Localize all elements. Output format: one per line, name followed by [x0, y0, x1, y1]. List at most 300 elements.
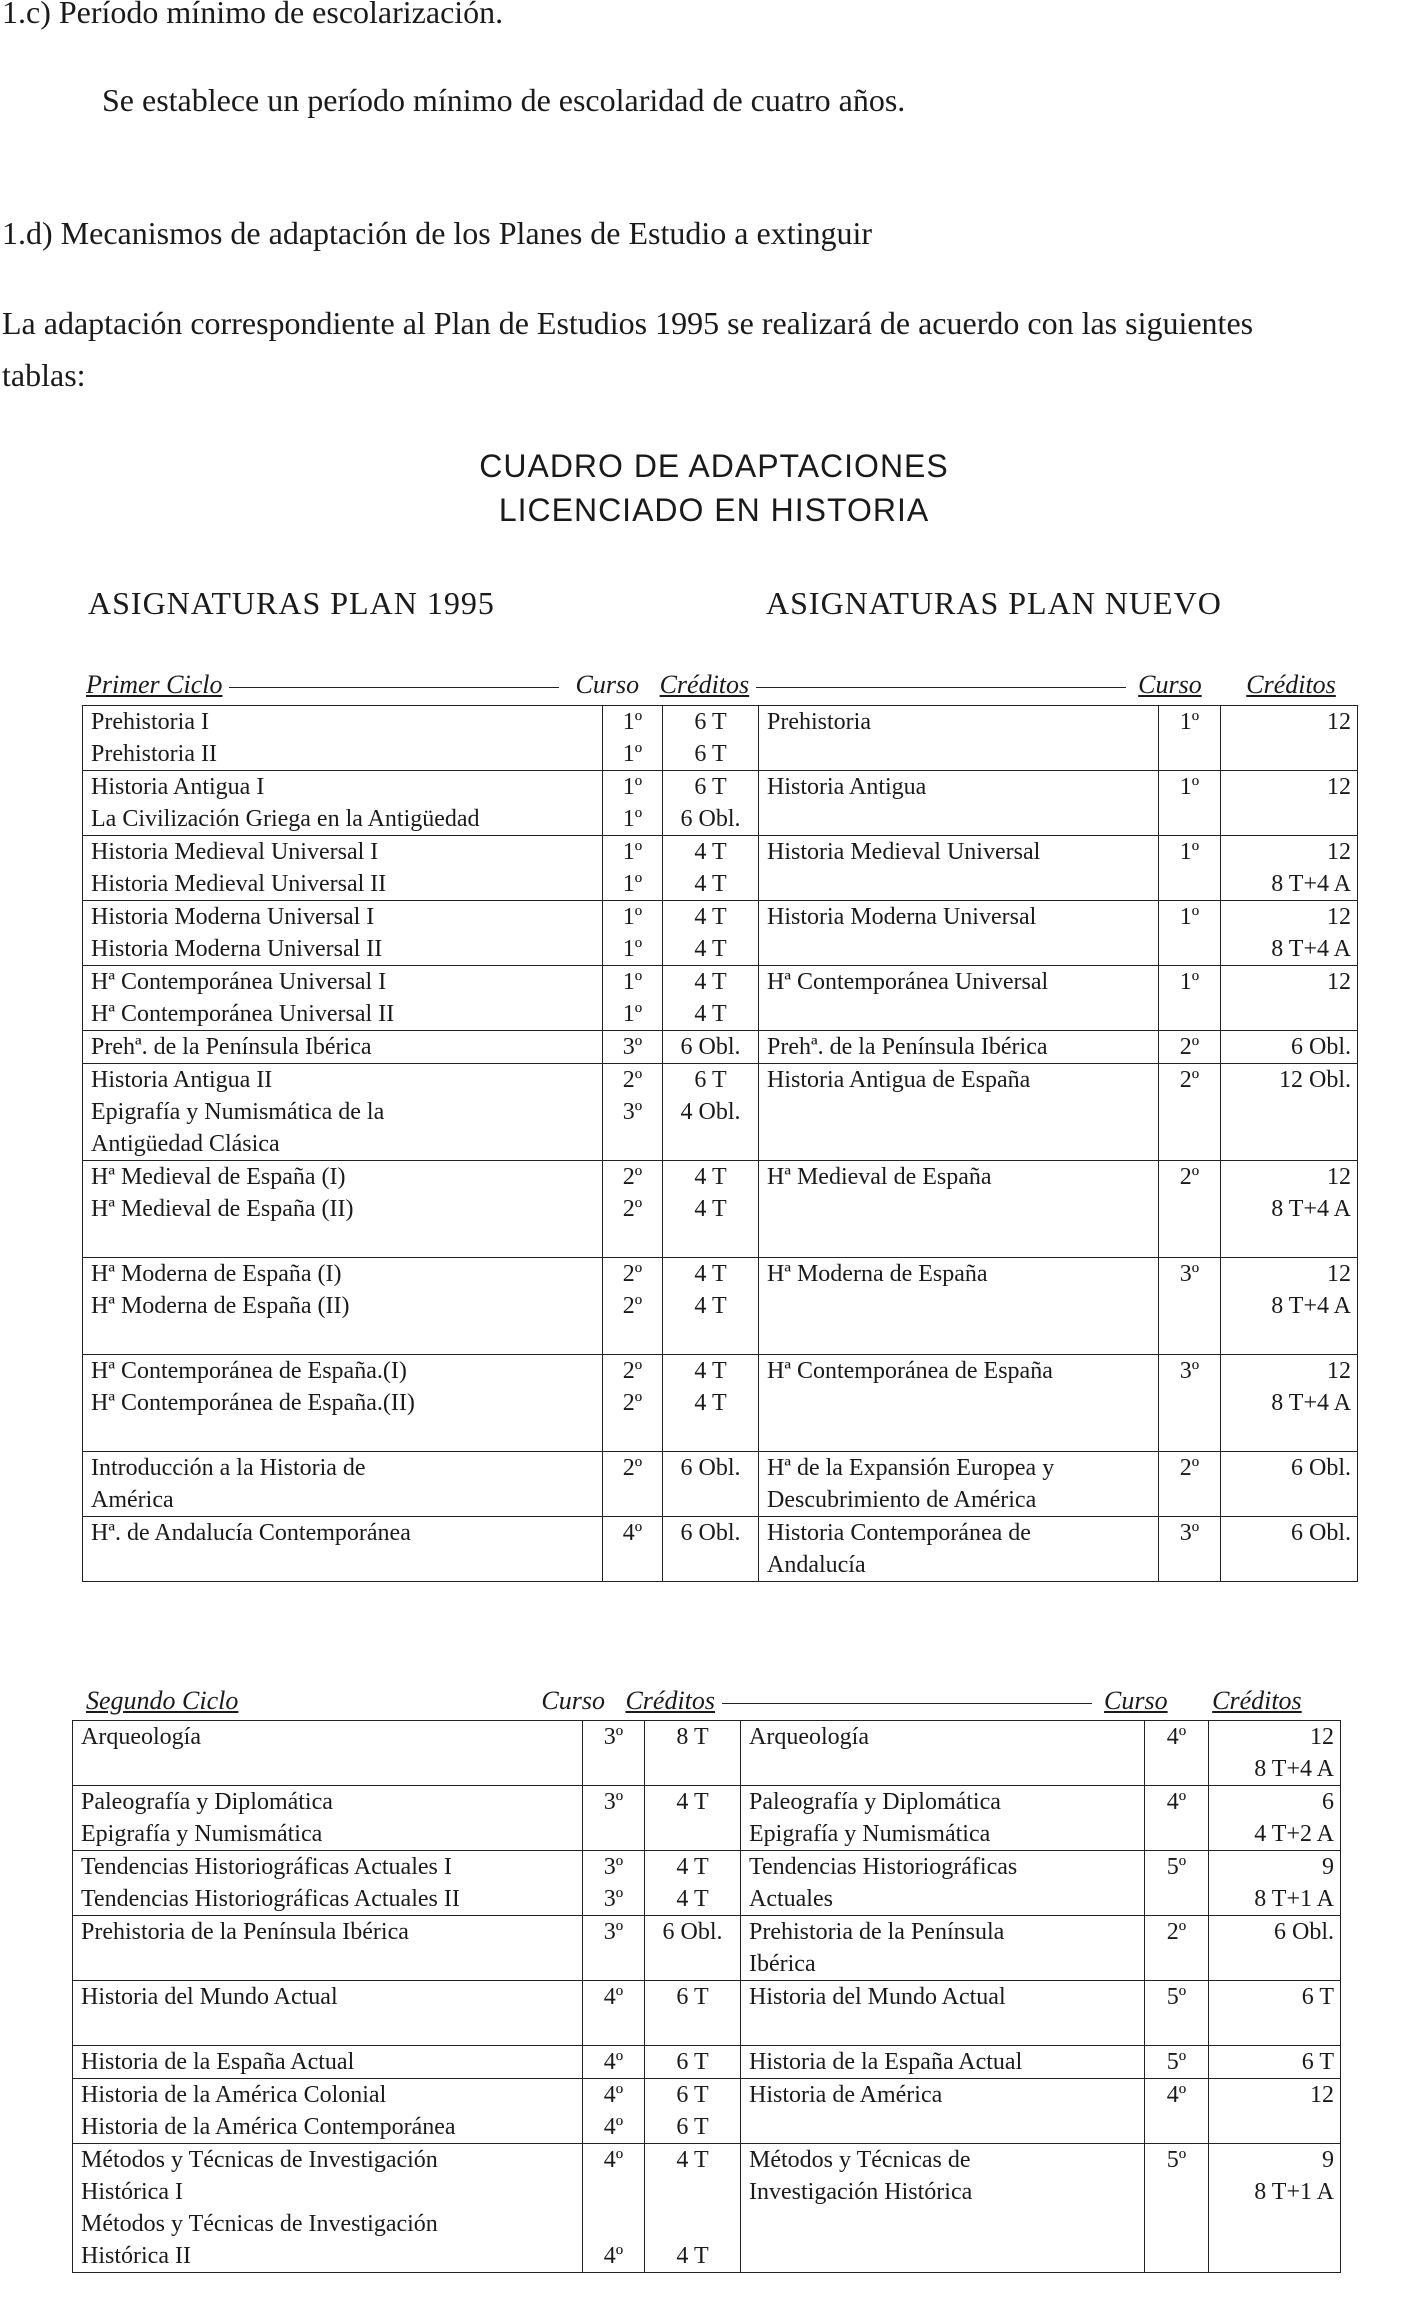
cell-text: Hª Medieval de España (I) [91, 1164, 346, 1190]
cell-text: 4º [603, 2082, 624, 2108]
cell-text: 4 T+2 A [1254, 1821, 1334, 1847]
cell-text: 4º [603, 2114, 624, 2140]
new-creditos-cell [1209, 1916, 1341, 1981]
paragraph-d-line2: tablas: [2, 357, 86, 393]
cell-text: 12 Obl. [1279, 1067, 1351, 1093]
cell-text: 8 T+4 A [1271, 936, 1351, 962]
table1-curso2-header: Curso [1138, 670, 1202, 699]
new-curso-cell [1145, 1981, 1209, 2046]
cell-text [91, 1322, 594, 1354]
cell-text: 12 [1327, 774, 1351, 800]
cell-text: Arqueología [81, 1724, 201, 1750]
cell-text: 4 T [676, 1854, 709, 1880]
table2-header [86, 1686, 1302, 1716]
cell-text: 8 T [676, 1724, 709, 1750]
table-title: CUADRO DE ADAPTACIONES [479, 448, 949, 484]
old-creditos-cell [663, 901, 759, 966]
old-curso-cell [583, 1851, 645, 1916]
cell-text [585, 2176, 642, 2208]
new-subject-cell [741, 1786, 1145, 1851]
table1-section-label: Primer Ciclo [86, 670, 223, 699]
cell-text: 12 [1327, 969, 1351, 995]
cell-text: Descubrimiento de América [767, 1487, 1037, 1513]
old-subject-cell [73, 1981, 583, 2046]
cell-text: 6 T [676, 2082, 709, 2108]
cell-text: Antigüedad Clásica [91, 1131, 280, 1157]
cell-text: 2º [622, 1358, 643, 1384]
new-subject-cell [741, 1721, 1145, 1786]
cell-text: 2º [622, 1261, 643, 1287]
new-subject-cell [759, 1031, 1159, 1064]
cell-text: 12 [1310, 2082, 1334, 2108]
table1-header [86, 670, 1336, 700]
cell-text: 8 T+4 A [1254, 1756, 1334, 1782]
cell-text [81, 2013, 574, 2045]
old-subject-cell [73, 2144, 583, 2273]
cell-text: 9 [1322, 2147, 1334, 2173]
cell-text: 3º [622, 1034, 643, 1060]
new-subject-cell [741, 1916, 1145, 1981]
table-row [73, 2144, 1341, 2273]
new-curso-cell [1145, 1916, 1209, 1981]
old-creditos-cell [663, 836, 759, 901]
cell-text: 4 T [676, 1789, 709, 1815]
table1-curso-header: Curso [575, 670, 640, 699]
new-creditos-cell [1209, 1786, 1341, 1851]
cell-text: 6 Obl. [680, 806, 741, 832]
cell-text: 2º [1179, 1034, 1200, 1060]
cell-text: Hª Contemporánea de España [767, 1358, 1053, 1384]
old-subject-cell [73, 2046, 583, 2079]
old-creditos-cell [645, 2079, 741, 2144]
cell-text: 2º [622, 1390, 643, 1416]
cell-text: Historia Medieval Universal I [91, 839, 379, 865]
cell-text: 6 Obl. [662, 1919, 723, 1945]
cell-text: 9 [1322, 1854, 1334, 1880]
cell-text: Historia de la España Actual [81, 2049, 355, 2075]
cell-text: 2º [622, 1196, 643, 1222]
cell-text: 6 T [676, 2114, 709, 2140]
old-subject-cell [83, 966, 603, 1031]
old-curso-cell [603, 1517, 663, 1582]
old-subject-cell [83, 836, 603, 901]
cell-text: Paleografía y Diplomática [81, 1789, 333, 1815]
cell-text: 3º [622, 1099, 643, 1125]
cell-text: La Civilización Griega en la Antigüedad [91, 806, 480, 832]
new-creditos-cell [1209, 1981, 1341, 2046]
cell-text: Ibérica [749, 1951, 816, 1977]
cell-text: Historia Moderna Universal I [91, 904, 375, 930]
new-creditos-cell [1221, 771, 1358, 836]
cell-text: Historia del Mundo Actual [81, 1984, 338, 2010]
cell-text: 1º [622, 839, 643, 865]
table1-creditos-header: Créditos [659, 670, 750, 699]
cell-text [647, 2208, 738, 2240]
cell-text: 12 [1327, 1358, 1351, 1384]
table1-creditos2-header: Créditos [1246, 670, 1336, 699]
old-subject-cell [73, 2079, 583, 2144]
old-curso-cell [583, 2144, 645, 2273]
cell-text: 4º [1166, 2082, 1187, 2108]
cell-text: Andalucía [767, 1552, 866, 1578]
cell-text: 5º [1166, 1854, 1187, 1880]
old-creditos-cell [645, 1721, 741, 1786]
cell-text: 3º [603, 1854, 624, 1880]
header-rule [229, 687, 559, 688]
cell-text: Tendencias Historiográficas Actuales I [81, 1854, 452, 1880]
old-subject-cell [83, 1258, 603, 1355]
new-creditos-cell [1209, 2046, 1341, 2079]
old-curso-cell [603, 1258, 663, 1355]
new-subject-cell [741, 2144, 1145, 2273]
cell-text: 6 Obl. [680, 1455, 741, 1481]
table-row [73, 2046, 1341, 2079]
cell-text: 4 T [694, 1164, 727, 1190]
cell-text: 12 [1310, 1724, 1334, 1750]
cell-text: Hª Contemporánea Universal II [91, 1001, 395, 1027]
old-creditos-cell [645, 1851, 741, 1916]
new-subject-cell [741, 1981, 1145, 2046]
cell-text: 4 T [694, 871, 727, 897]
cell-text: 2º [1179, 1067, 1200, 1093]
cell-text: 1º [622, 741, 643, 767]
old-curso-cell [603, 1161, 663, 1258]
cell-text: 6 T [694, 774, 727, 800]
cell-text: 3º [1179, 1520, 1200, 1546]
cell-text: 2º [622, 1164, 643, 1190]
cell-text: 8 T+4 A [1271, 1293, 1351, 1319]
header-rule [722, 1703, 1092, 1704]
old-subject-cell [83, 1517, 603, 1582]
table2-curso2-header: Curso [1104, 1686, 1168, 1715]
paragraph-c: Se establece un período mínimo de escolaridad de cuatro años. [102, 82, 906, 118]
adaptation-table-primer-ciclo [82, 705, 1358, 1582]
old-curso-cell [583, 2046, 645, 2079]
table-row [83, 1064, 1358, 1161]
new-curso-cell [1159, 1355, 1221, 1452]
table-row [83, 1031, 1358, 1064]
old-curso-cell [583, 1981, 645, 2046]
old-creditos-cell [663, 706, 759, 771]
new-creditos-cell [1221, 706, 1358, 771]
table2-section-label: Segundo Ciclo [86, 1686, 239, 1715]
new-creditos-cell [1221, 1031, 1358, 1064]
old-curso-cell [583, 2079, 645, 2144]
table-row [73, 2079, 1341, 2144]
old-subject-cell [83, 1031, 603, 1064]
table-row [73, 1916, 1341, 1981]
new-curso-cell [1145, 1851, 1209, 1916]
new-curso-cell [1159, 836, 1221, 901]
new-curso-cell [1159, 1064, 1221, 1161]
new-curso-cell [1159, 1161, 1221, 1258]
cell-text: 4 T [694, 1293, 727, 1319]
old-curso-cell [603, 901, 663, 966]
cell-text: Hª Medieval de España (II) [91, 1196, 354, 1222]
cell-text: Historia Moderna Universal [767, 904, 1037, 930]
new-creditos-cell [1221, 1258, 1358, 1355]
cell-text: Epigrafía y Numismática [749, 1821, 991, 1847]
cell-text: 4 T [694, 839, 727, 865]
cell-text: 5º [1166, 2049, 1187, 2075]
cell-text: 3º [1179, 1358, 1200, 1384]
cell-text: Hª Medieval de España [767, 1164, 992, 1190]
new-creditos-cell [1221, 1064, 1358, 1161]
cell-text: 5º [1166, 2147, 1187, 2173]
old-curso-cell [583, 1916, 645, 1981]
cell-text [585, 2208, 642, 2240]
cell-text: Prehistoria I [91, 709, 209, 735]
old-creditos-cell [663, 1355, 759, 1452]
new-subject-cell [741, 2046, 1145, 2079]
cell-text: 1º [1179, 969, 1200, 995]
cell-text: 8 T+1 A [1254, 2179, 1334, 2205]
column-heading-plan-nuevo: ASIGNATURAS PLAN NUEVO [766, 585, 1222, 621]
old-curso-cell [603, 1064, 663, 1161]
cell-text: Métodos y Técnicas de Investigación [81, 2147, 438, 2173]
cell-text: Historia Moderna Universal II [91, 936, 383, 962]
new-creditos-cell [1209, 2144, 1341, 2273]
old-subject-cell [83, 1161, 603, 1258]
cell-text: Prehª. de la Península Ibérica [91, 1034, 372, 1060]
cell-text: Epigrafía y Numismática [81, 1821, 323, 1847]
new-curso-cell [1159, 901, 1221, 966]
cell-text: Hª Moderna de España [767, 1261, 988, 1287]
cell-text: 2º [1179, 1455, 1200, 1481]
cell-text: 4º [603, 2147, 624, 2173]
paragraph-d-line1: La adaptación correspondiente al Plan de Estudios 1995 se realizará de acuerdo con las siguientes [2, 305, 1254, 341]
cell-text: Tendencias Historiográficas Actuales II [81, 1886, 460, 1912]
cell-text: 4 T [694, 969, 727, 995]
cell-text: Historia de la América Contemporánea [81, 2114, 456, 2140]
old-creditos-cell [663, 1031, 759, 1064]
cell-text: América [91, 1487, 174, 1513]
cell-text: Hª Contemporánea de España.(II) [91, 1390, 415, 1416]
table-row [83, 1258, 1358, 1355]
table2-creditos-header: Créditos [625, 1686, 716, 1715]
cell-text: 12 [1327, 839, 1351, 865]
table-row [73, 1786, 1341, 1851]
old-curso-cell [603, 1355, 663, 1452]
cell-text: 4 T [694, 1390, 727, 1416]
new-subject-cell [759, 1258, 1159, 1355]
new-subject-cell [759, 1064, 1159, 1161]
cell-text: Hª Contemporánea de España.(I) [91, 1358, 407, 1384]
cell-text: 6 Obl. [1274, 1919, 1334, 1945]
new-creditos-cell [1209, 2079, 1341, 2144]
cell-text: Historia Medieval Universal II [91, 871, 387, 897]
cell-text: 6 T [676, 2049, 709, 2075]
cell-text: 12 [1327, 1261, 1351, 1287]
table-row [83, 901, 1358, 966]
adaptation-table-segundo-ciclo [72, 1720, 1341, 2273]
new-curso-cell [1145, 1721, 1209, 1786]
cell-text: Histórica I [81, 2179, 183, 2205]
cell-text: 3º [603, 1724, 624, 1750]
cell-text: 4º [1166, 1724, 1187, 1750]
cell-text: 6 Obl. [680, 1034, 741, 1060]
cell-text: Historia de América [749, 2082, 943, 2108]
cell-text: 4º [603, 1984, 624, 2010]
cell-text: Métodos y Técnicas de Investigación [81, 2211, 438, 2237]
cell-text: 2º [1179, 1164, 1200, 1190]
cell-text: Historia del Mundo Actual [749, 1984, 1006, 2010]
cell-text: 4º [603, 2049, 624, 2075]
header-rule [756, 687, 1126, 688]
old-subject-cell [83, 1064, 603, 1161]
new-subject-cell [759, 706, 1159, 771]
cell-text: 1º [622, 871, 643, 897]
cell-text: Actuales [749, 1886, 833, 1912]
cell-text: Historia Medieval Universal [767, 839, 1041, 865]
new-subject-cell [759, 1161, 1159, 1258]
table-row [73, 1851, 1341, 1916]
old-subject-cell [73, 1786, 583, 1851]
new-creditos-cell [1221, 1517, 1358, 1582]
cell-text: 6 Obl. [1291, 1520, 1351, 1546]
cell-text: 6 T [694, 741, 727, 767]
cell-text: 4 T [694, 1261, 727, 1287]
cell-text [91, 1419, 594, 1451]
new-subject-cell [759, 771, 1159, 836]
cell-text: 5º [1166, 1984, 1187, 2010]
new-creditos-cell [1209, 1721, 1341, 1786]
old-creditos-cell [645, 1786, 741, 1851]
cell-text: 6 Obl. [680, 1520, 741, 1546]
cell-text: 4 T [694, 1196, 727, 1222]
new-creditos-cell [1221, 1452, 1358, 1517]
cell-text: 6 Obl. [1291, 1455, 1351, 1481]
cell-text: 1º [622, 969, 643, 995]
column-heading-plan-1995: ASIGNATURAS PLAN 1995 [88, 585, 495, 621]
old-subject-cell [83, 771, 603, 836]
table-row [83, 706, 1358, 771]
table-row [83, 771, 1358, 836]
old-curso-cell [603, 966, 663, 1031]
table-row [83, 1517, 1358, 1582]
cell-text: Prehistoria II [91, 741, 217, 767]
cell-text: 1º [1179, 774, 1200, 800]
cell-text: Historia Antigua II [91, 1067, 273, 1093]
cell-text: 1º [622, 936, 643, 962]
old-creditos-cell [645, 1981, 741, 2046]
cell-text: Prehistoria [767, 709, 871, 735]
cell-text: 1º [622, 904, 643, 930]
cell-text: 12 [1327, 904, 1351, 930]
new-curso-cell [1159, 706, 1221, 771]
cell-text: Introducción a la Historia de [91, 1455, 366, 1481]
old-creditos-cell [645, 1916, 741, 1981]
new-curso-cell [1159, 1258, 1221, 1355]
cell-text: 1º [622, 1001, 643, 1027]
cell-text: 2º [622, 1293, 643, 1319]
cell-text: 3º [1179, 1261, 1200, 1287]
old-creditos-cell [663, 1517, 759, 1582]
cell-text: Prehª. de la Península Ibérica [767, 1034, 1048, 1060]
cell-text: 4 T [676, 2147, 709, 2173]
table2-creditos2-header: Créditos [1212, 1686, 1302, 1715]
old-curso-cell [603, 706, 663, 771]
cell-text: 1º [622, 774, 643, 800]
new-subject-cell [759, 966, 1159, 1031]
cell-text: 2º [622, 1455, 643, 1481]
new-subject-cell [741, 2079, 1145, 2144]
cell-text: 6 T [676, 1984, 709, 2010]
cell-text: 3º [603, 1919, 624, 1945]
cell-text: Hª Moderna de España (I) [91, 1261, 342, 1287]
new-creditos-cell [1221, 966, 1358, 1031]
table-row [83, 966, 1358, 1031]
old-subject-cell [83, 901, 603, 966]
cell-text: 1º [1179, 709, 1200, 735]
new-curso-cell [1145, 1786, 1209, 1851]
new-curso-cell [1159, 771, 1221, 836]
new-curso-cell [1145, 2144, 1209, 2273]
cell-text: 1º [1179, 904, 1200, 930]
cell-text: Métodos y Técnicas de [749, 2147, 971, 2173]
new-creditos-cell [1221, 901, 1358, 966]
cell-text: Prehistoria de la Península [749, 1919, 1005, 1945]
new-creditos-cell [1221, 1355, 1358, 1452]
cell-text: Historia Antigua I [91, 774, 265, 800]
cell-text: Hª Contemporánea Universal [767, 969, 1049, 995]
new-subject-cell [759, 836, 1159, 901]
cell-text: Historia de la España Actual [749, 2049, 1023, 2075]
cell-text: Hª Contemporánea Universal I [91, 969, 387, 995]
cell-text: Historia Contemporánea de [767, 1520, 1031, 1546]
cell-text: Hª de la Expansión Europea y [767, 1455, 1055, 1481]
cell-text: 4 T [694, 1358, 727, 1384]
old-subject-cell [73, 1851, 583, 1916]
cell-text: Investigación Histórica [749, 2179, 973, 2205]
new-curso-cell [1159, 1452, 1221, 1517]
table-row [83, 1452, 1358, 1517]
cell-text: Paleografía y Diplomática [749, 1789, 1001, 1815]
heading-d: 1.d) Mecanismos de adaptación de los Planes de Estudio a extinguir [2, 215, 873, 251]
old-curso-cell [603, 836, 663, 901]
new-creditos-cell [1221, 836, 1358, 901]
old-curso-cell [603, 771, 663, 836]
cell-text: 6 T [694, 1067, 727, 1093]
cell-text: 12 [1327, 1164, 1351, 1190]
old-creditos-cell [663, 966, 759, 1031]
new-subject-cell [741, 1851, 1145, 1916]
cell-text: 4º [1166, 1789, 1187, 1815]
cell-text: Historia de la América Colonial [81, 2082, 387, 2108]
old-subject-cell [83, 1355, 603, 1452]
cell-text [647, 2176, 738, 2208]
new-curso-cell [1159, 966, 1221, 1031]
table-row [83, 1161, 1358, 1258]
new-curso-cell [1145, 2079, 1209, 2144]
new-creditos-cell [1209, 1851, 1341, 1916]
table-row [73, 1721, 1341, 1786]
new-curso-cell [1145, 2046, 1209, 2079]
cell-text: 4 Obl. [680, 1099, 741, 1125]
table-subtitle: LICENCIADO EN HISTORIA [498, 492, 930, 528]
cell-text: 8 T+4 A [1271, 1196, 1351, 1222]
cell-text: 6 Obl. [1291, 1034, 1351, 1060]
old-creditos-cell [645, 2046, 741, 2079]
cell-text: 4 T [694, 904, 727, 930]
cell-text: 4 T [694, 936, 727, 962]
old-curso-cell [583, 1721, 645, 1786]
old-curso-cell [583, 1786, 645, 1851]
heading-c: 1.c) Período mínimo de escolarización. [2, 0, 504, 30]
cell-text: Prehistoria de la Península Ibérica [81, 1919, 409, 1945]
new-curso-cell [1159, 1031, 1221, 1064]
cell-text: Arqueología [749, 1724, 869, 1750]
